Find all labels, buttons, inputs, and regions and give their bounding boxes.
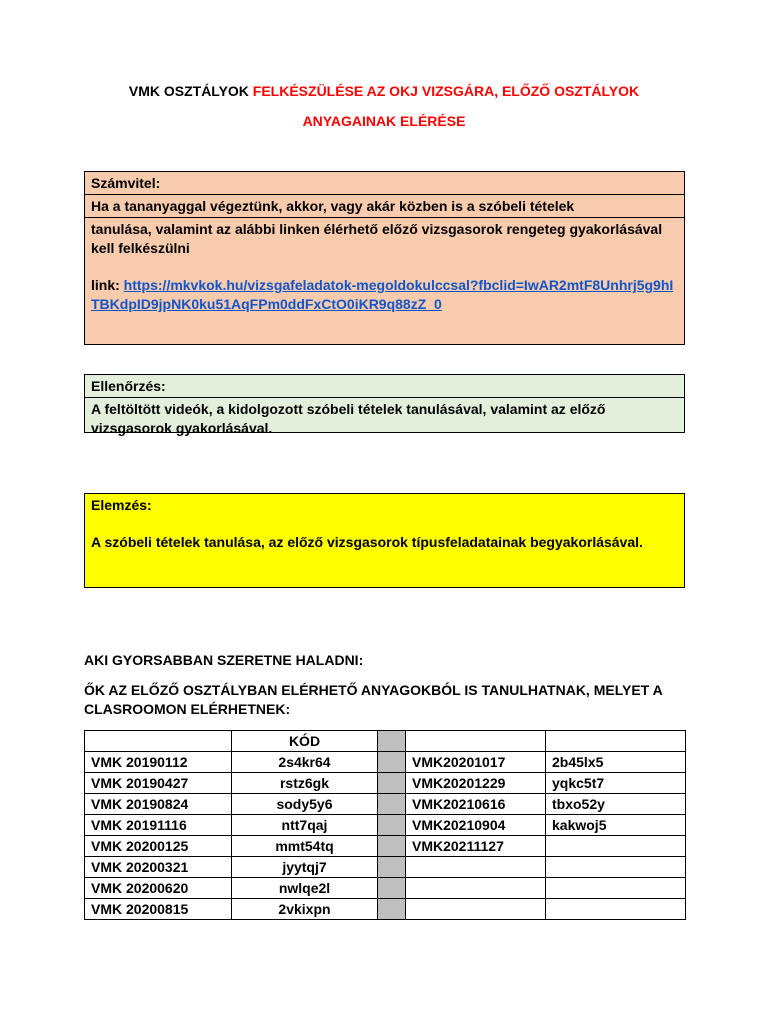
class-code-cell: nwlqe2l [232,878,378,899]
class-code-cell [546,836,686,857]
class-code-cell: sody5y6 [232,794,378,815]
class-name-cell: VMK20210904 [406,815,546,836]
ellenorzes-box [84,374,685,436]
class-code-cell: kakwoj5 [546,815,686,836]
class-name-cell: VMK20201017 [406,752,546,773]
intro-line-2: ŐK AZ ELŐZŐ OSZTÁLYBAN ELÉRHETŐ ANYAGOKBÓL IS TANULHATNAK, MELYET A CLASROOMON ELÉRHETNEK: [84,682,663,717]
title-black-part: VMK OSZTÁLYOK [128,83,249,99]
table-row [85,899,686,920]
class-code-cell [546,878,686,899]
gray-spacer-cell [378,752,406,773]
class-code-cell [546,857,686,878]
class-name-cell: VMK20211127 [406,836,546,857]
vizsgafeladatok-link[interactable]: https://mkvkok.hu/vizsgafeladatok-megoldokulccsal?fbclid=IwAR2mtF8Unhrj5g9hITBKdpID9jpNK0ku51AqFPm0ddFxCtO0iKR9q88zZ_0 [91,277,674,312]
header-cell-empty [546,731,686,752]
elemzes-body [85,494,684,554]
table-row [85,878,686,899]
class-name-cell [406,878,546,899]
table-row [85,773,686,794]
elemzes-text: A szóbeli tételek tanulása, az előző vizsgasorok típusfeladatainak begyakorlásával. [91,534,643,550]
class-name-cell: VMK 20200815 [85,899,232,920]
class-code-cell [546,899,686,920]
szamvitel-heading: Számvitel: [85,172,684,195]
table-row [85,794,686,815]
class-name-cell [406,857,546,878]
class-name-cell: VMK 20190824 [85,794,232,815]
class-code-cell: tbxo52y [546,794,686,815]
class-name-cell: VMK 20200125 [85,836,232,857]
header-cell-empty [85,731,232,752]
ellenorzes-heading: Ellenőrzés: [85,375,684,398]
gray-spacer-cell [378,815,406,836]
document-title-line-1 [0,83,768,99]
table-row [85,752,686,773]
class-code-cell: yqkc5t7 [546,773,686,794]
table-row [85,857,686,878]
szamvitel-line-1: Ha a tananyaggal végeztünk, akkor, vagy akár közben is a szóbeli tételek [85,195,684,218]
class-code-cell: jyytqj7 [232,857,378,878]
gray-spacer-cell [378,836,406,857]
gray-spacer-cell [378,857,406,878]
elemzes-box [84,493,685,588]
class-code-cell: ntt7qaj [232,815,378,836]
class-name-cell: VMK20201229 [406,773,546,794]
szamvitel-text: tanulása, valamint az alábbi linken élérhető előző vizsgasorok rengeteg gyakorlásával kell felkészülni [91,221,663,256]
szamvitel-body [85,218,684,316]
class-name-cell: VMK 20200321 [85,857,232,878]
class-name-cell: VMK 20200620 [85,878,232,899]
class-name-cell [406,899,546,920]
class-name-cell: VMK 20191116 [85,815,232,836]
gray-spacer-cell [378,899,406,920]
intro-line-1: AKI GYORSABBAN SZERETNE HALADNI: [84,652,364,668]
ellenorzes-text: A feltöltött videók, a kidolgozott szóbeli tételek tanulásával, valamint az előző vizsgasorok gyakorlásával. [91,401,606,436]
class-code-cell: mmt54tq [232,836,378,857]
title-red-part: FELKÉSZÜLÉSE AZ OKJ VIZSGÁRA, ELŐZŐ OSZTÁLYOK [252,83,640,99]
table-row [85,836,686,857]
document-title-line-2: ANYAGAINAK ELÉRÉSE [302,113,466,129]
class-code-cell: rstz6gk [232,773,378,794]
class-name-cell: VMK 20190427 [85,773,232,794]
szamvitel-link-line [91,276,678,314]
class-code-cell: 2vkixpn [232,899,378,920]
szamvitel-box [84,171,685,345]
table-row [85,815,686,836]
class-code-cell: 2b45lx5 [546,752,686,773]
class-name-cell: VMK20210616 [406,794,546,815]
class-codes-table [84,730,686,920]
class-code-cell: 2s4kr64 [232,752,378,773]
link-label: link: [91,277,124,293]
header-cell-empty [406,731,546,752]
gray-spacer-cell [378,773,406,794]
class-name-cell: VMK 20190112 [85,752,232,773]
elemzes-heading: Elemzés: [91,497,152,513]
header-cell-kod: KÓD [232,731,378,752]
gray-spacer-cell [378,878,406,899]
gray-spacer-cell [378,731,406,752]
gray-spacer-cell [378,794,406,815]
table-header-row [85,731,686,752]
